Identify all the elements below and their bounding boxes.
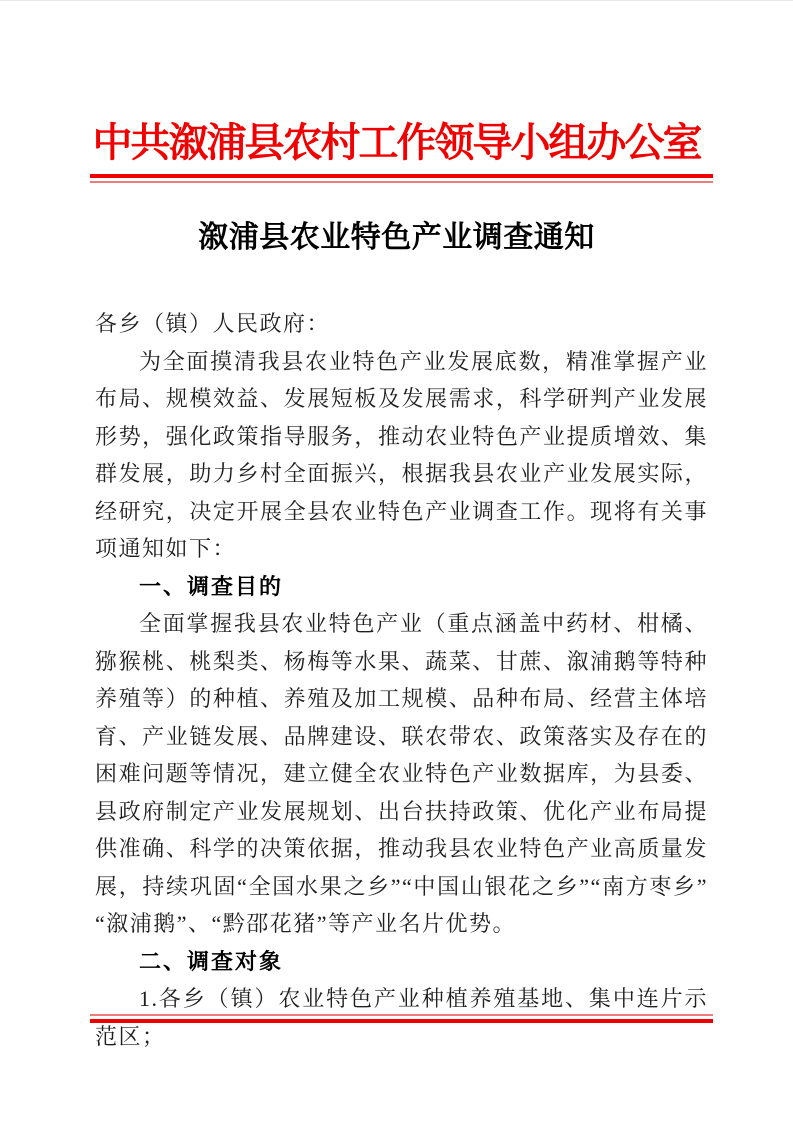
footer-separator-thick-line: [90, 1019, 713, 1023]
letterhead-title: 中共溆浦县农村工作领导小组办公室: [92, 120, 701, 165]
document-title: 溆浦县农业特色产业调查通知: [198, 221, 595, 254]
body-block-paragraph: 为全面摸清我县农业特色产业发展底数，精准掌握产业布局、规模效益、发展短板及发展需求，科学研判产业发展形势，强化政策指导服务，推动农业特色产业提质增效、集群发展，助力乡村全面振兴，根据我县农业产业发展实际，经研究，决定开展全县农业特色产业调查工作。现将有关事项通知如下：: [95, 348, 708, 561]
body-block-salutation: 各乡（镇）人民政府：: [95, 311, 331, 336]
body-block-paragraph: 全面掌握我县农业特色产业（重点涵盖中药材、柑橘、猕猴桃、桃梨类、杨梅等水果、蔬菜、甘蔗、溆浦鹅等特种养殖等）的种植、养殖及加工规模、品种布局、经营主体培育、产业链发展、品牌建设、联农带农、政策落实及存在的困难问题等情况，建立健全农业特色产业数据库，为县委、县政府制定产业发展规划、出台扶持政策、优化产业布局提供准确、科学的决策依据，推动我县农业特色产业高质量发展，持续巩固“全国水果之乡”“中国山银花之乡”“南方枣乡”“溆浦鹅”、“黔邵花猪”等产业名片优势。: [95, 611, 708, 936]
body-block-heading: 一、调查目的: [139, 573, 284, 599]
header-separator: [90, 174, 713, 183]
body-block-list_item: 1.各乡（镇）农业特色产业种植养殖基地、集中连片示范区；: [95, 986, 708, 1049]
header-separator-thin-line: [90, 181, 713, 183]
footer-separator: [90, 1014, 713, 1023]
body-block-heading: 二、调查对象: [139, 948, 284, 974]
document-body: [95, 305, 708, 1055]
